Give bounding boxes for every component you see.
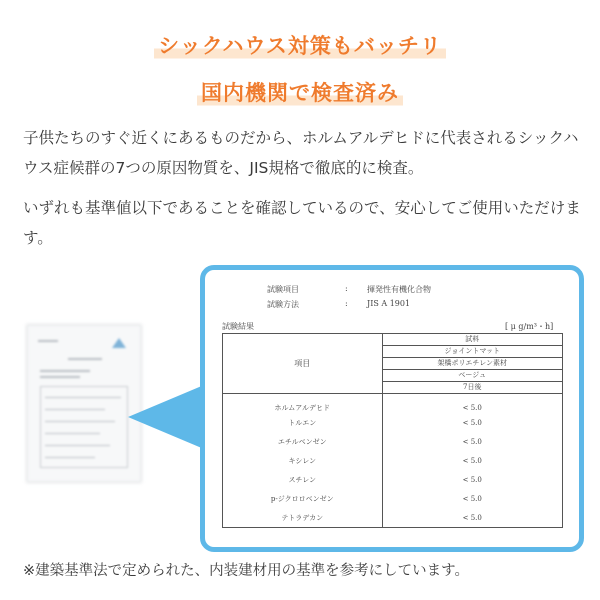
- substance-name: キシレン: [223, 451, 383, 470]
- substance-value: < 5.0: [382, 394, 562, 414]
- report-logo-icon: [112, 338, 126, 348]
- substance-name: スチレン: [223, 470, 383, 489]
- substance-value: < 5.0: [382, 508, 562, 528]
- zoom-pointer: [128, 385, 204, 449]
- substance-value: < 5.0: [382, 413, 562, 432]
- thumb-line: [40, 376, 80, 378]
- results-label: 試験結果: [222, 322, 254, 331]
- table-row: [223, 432, 563, 451]
- test-item-value: 揮発性有機化合物: [367, 285, 431, 294]
- substance-name: テトラデカン: [223, 508, 383, 528]
- thumb-line: [38, 340, 58, 342]
- footnote: ※建築基準法で定められた、内装建材用の基準を参考にしています。: [23, 563, 469, 579]
- thumb-line: [45, 433, 100, 434]
- substance-value: < 5.0: [382, 489, 562, 508]
- sample-line: 7日後: [383, 381, 562, 393]
- headline-line-1-wrap: [0, 31, 600, 61]
- headline-line-2: 国内機関で検査済み: [197, 78, 403, 108]
- report-thumbnail: [28, 326, 140, 481]
- table-row: [223, 508, 563, 528]
- table-row: [223, 394, 563, 414]
- substance-value: < 5.0: [382, 432, 562, 451]
- table-row: [223, 489, 563, 508]
- thumb-line: [68, 358, 102, 360]
- sample-header: 試料: [465, 335, 480, 343]
- results-table: [222, 333, 563, 528]
- table-row: [223, 413, 563, 432]
- thumb-line: [40, 370, 90, 372]
- substance-name: エチルベンゼン: [223, 432, 383, 451]
- table-row: [223, 451, 563, 470]
- headline-line-2-wrap: [0, 78, 600, 108]
- test-item-colon: :: [345, 284, 348, 293]
- test-method-label: 試験方法: [267, 300, 299, 309]
- test-item-label: 試験項目: [267, 285, 299, 294]
- results-unit: [ μ g/m³・h]: [505, 322, 554, 331]
- item-header: 項目: [223, 334, 383, 394]
- substance-name: p-ジクロロベンゼン: [223, 489, 383, 508]
- sample-line: ジョイントマット: [383, 345, 562, 357]
- substance-name: ホルムアルデヒド: [223, 394, 383, 414]
- table-header-row: [223, 334, 563, 394]
- description-paragraph-2: いずれも基準値以下であることを確認しているので、安心してご使用いただけます。: [23, 199, 581, 247]
- sample-line: 架橋ポリエチレン素材: [383, 357, 562, 369]
- thumb-line: [45, 409, 105, 410]
- sample-header-cell: [382, 334, 562, 394]
- headline-line-1: シックハウス対策もバッチリ: [154, 31, 446, 61]
- thumb-line: [45, 445, 110, 446]
- substance-value: < 5.0: [382, 470, 562, 489]
- test-method-value: JIS A 1901: [367, 299, 411, 308]
- substance-name: トルエン: [223, 413, 383, 432]
- description-paragraph-1: 子供たちのすぐ近くにあるものだから、ホルムアルデヒドに代表されるシックハウス症候群の7つの原因物質を、JIS規格で徹底的に検査。: [23, 129, 579, 177]
- test-method-colon: :: [345, 299, 348, 308]
- substance-value: < 5.0: [382, 451, 562, 470]
- thumb-line: [45, 457, 95, 458]
- thumb-line: [45, 421, 115, 422]
- thumb-table: [40, 386, 128, 468]
- sample-line: ベージュ: [383, 369, 562, 381]
- thumb-line: [45, 397, 121, 398]
- table-row: [223, 470, 563, 489]
- report-zoom-frame: [200, 265, 584, 552]
